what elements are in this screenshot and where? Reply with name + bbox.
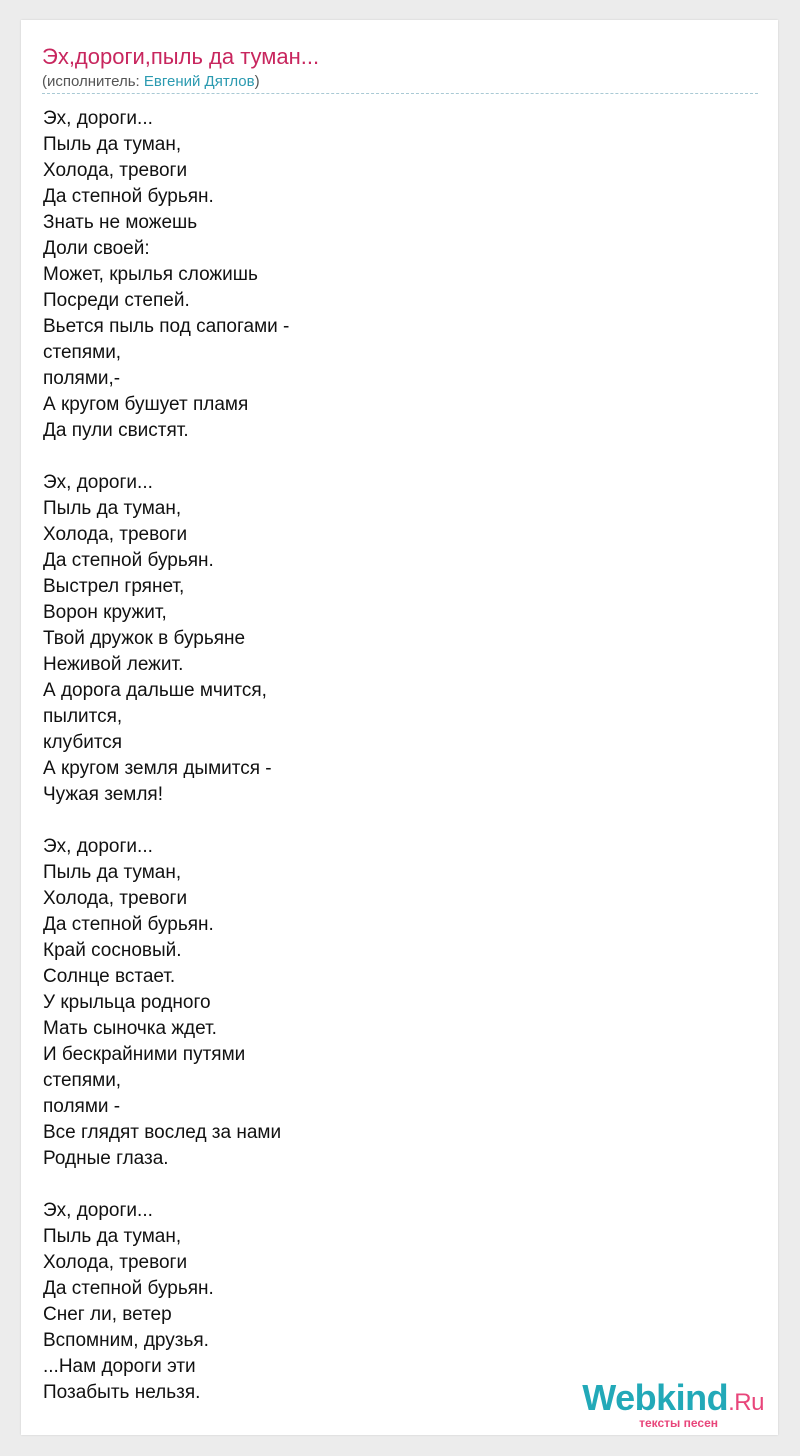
song-title: Эх,дороги,пыль да туман... xyxy=(42,44,320,69)
artist-suffix: ) xyxy=(254,73,260,90)
artist-link[interactable]: Евгений Дятлов xyxy=(143,73,255,90)
site-logo[interactable] xyxy=(582,1377,764,1430)
title-divider xyxy=(42,93,758,94)
lyrics-card xyxy=(21,20,778,1435)
logo-tagline: тексты песен xyxy=(639,1416,718,1430)
lyrics-text: Эх, дороги... Пыль да туман, Холода, тревоги Да степной бурьян. Знать не можешь Доли своей: Может, крылья сложишь Посреди степей. Вьется пыль под сапогами - степями, полями,- А кругом бушует пламя Да пули свистят. Эх, дороги... Пыль да туман, Холода, тревоги Да степной бурьян. Выстрел грянет, Ворон кружит, Твой дружок в бурьяне Неживой лежит. А дорога дальше мчится, пылится, клубится А кругом земля дымится - Чужая земля! Эх, дороги... Пыль да туман, Холода, тревоги Да степной бурьян. Край сосновый. Солнце встает. У крыльца родного Мать сыночка ждет. И бескрайними путями степями, полями - Все глядят вослед за нами Родные глаза. Эх, дороги... Пыль да туман, Холода, тревоги Да степной бурьян. Снег ли, ветер Вспомним, друзья. ...Нам дороги эти Позабыть нельзя. xyxy=(43,108,290,1403)
logo-tld: .Ru xyxy=(728,1389,764,1416)
logo-word: Webkind xyxy=(582,1377,729,1418)
artist-line xyxy=(42,73,260,91)
artist-prefix: (исполнитель: xyxy=(42,73,144,90)
logo-wordmark xyxy=(582,1377,764,1421)
